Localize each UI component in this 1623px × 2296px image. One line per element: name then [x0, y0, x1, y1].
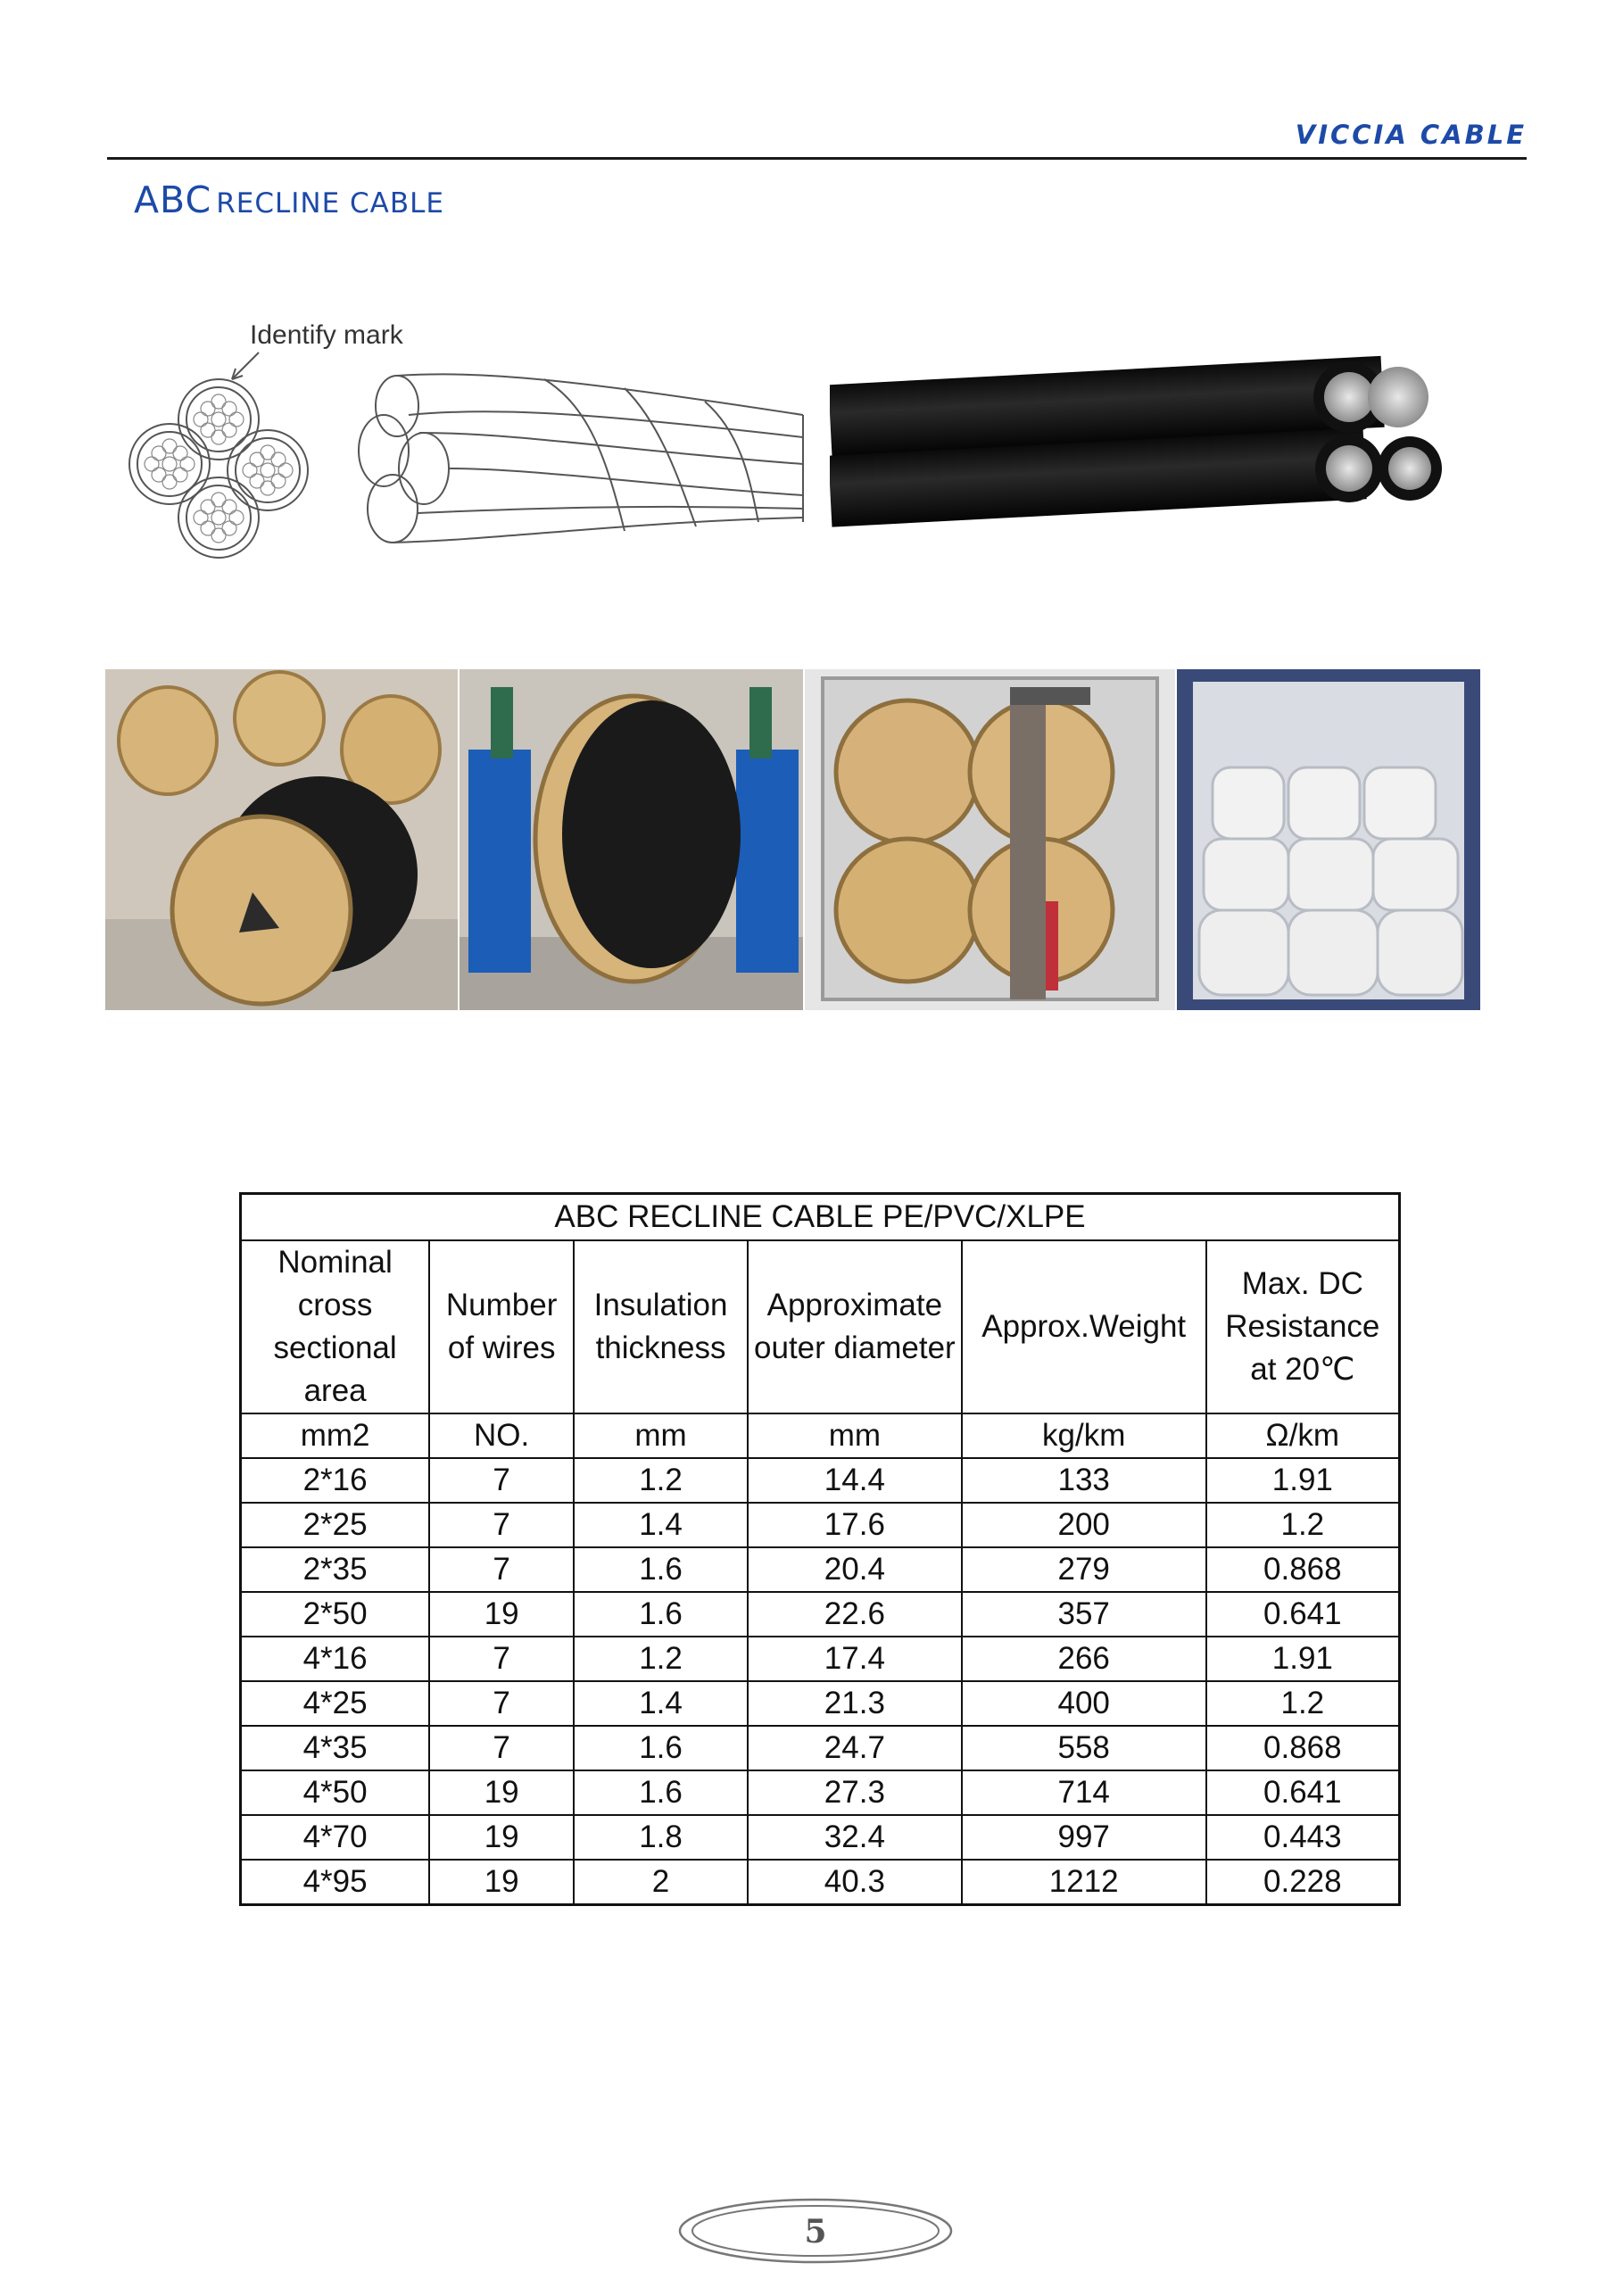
spec-table	[239, 1192, 1401, 1906]
unit-cell: mm2	[241, 1413, 430, 1458]
table-cell: 357	[962, 1592, 1206, 1637]
table-cell: 1.6	[574, 1726, 748, 1770]
page-number: 5	[804, 2213, 827, 2250]
table-cell: 266	[962, 1637, 1206, 1681]
table-cell: 7	[429, 1458, 574, 1503]
table-cell: 1.4	[574, 1503, 748, 1547]
table-cell: 279	[962, 1547, 1206, 1592]
table-cell: 4*35	[241, 1726, 430, 1770]
unit-cell: NO.	[429, 1413, 574, 1458]
table-cell: 21.3	[748, 1681, 962, 1726]
table-caption-row	[241, 1194, 1400, 1241]
page-title	[134, 178, 444, 221]
table-cell: 4*70	[241, 1815, 430, 1860]
table-cell: 400	[962, 1681, 1206, 1726]
col-header-diameter: Approximate outer diameter	[748, 1240, 962, 1413]
header-rule	[107, 157, 1527, 160]
table-cell: 200	[962, 1503, 1206, 1547]
table-cell: 27.3	[748, 1770, 962, 1815]
table-cell: 1.8	[574, 1815, 748, 1860]
table-row	[241, 1547, 1400, 1592]
table-cell: 1.6	[574, 1770, 748, 1815]
table-cell: 4*50	[241, 1770, 430, 1815]
unit-cell: kg/km	[962, 1413, 1206, 1458]
table-cell: 714	[962, 1770, 1206, 1815]
page-number-badge	[675, 2195, 956, 2267]
brand-name: VICCIA CABLE	[1295, 120, 1527, 150]
table-cell: 1212	[962, 1860, 1206, 1905]
table-cell: 1.2	[574, 1458, 748, 1503]
table-cell: 4*16	[241, 1637, 430, 1681]
unit-cell: mm	[574, 1413, 748, 1458]
table-cell: 2*50	[241, 1592, 430, 1637]
table-cell: 7	[429, 1503, 574, 1547]
drums-loaded-in-container-photo	[805, 669, 1175, 1010]
table-cell: 1.91	[1206, 1637, 1400, 1681]
table-cell: 1.4	[574, 1681, 748, 1726]
table-cell: 19	[429, 1592, 574, 1637]
table-cell: 558	[962, 1726, 1206, 1770]
table-cell: 1.6	[574, 1547, 748, 1592]
page-title-sub: RECLINE CABLE	[216, 187, 444, 220]
table-cell: 1.2	[574, 1637, 748, 1681]
table-row	[241, 1592, 1400, 1637]
unit-cell: Ω/km	[1206, 1413, 1400, 1458]
table-cell: 7	[429, 1681, 574, 1726]
table-cell: 19	[429, 1860, 574, 1905]
table-row	[241, 1770, 1400, 1815]
table-cell: 1.2	[1206, 1681, 1400, 1726]
table-cell: 0.868	[1206, 1547, 1400, 1592]
col-header-weight: Approx.Weight	[962, 1240, 1206, 1413]
table-cell: 19	[429, 1815, 574, 1860]
table-cell: 0.641	[1206, 1592, 1400, 1637]
table-cell: 40.3	[748, 1860, 962, 1905]
table-row	[241, 1726, 1400, 1770]
col-header-resistance: Max. DC Resistance at 20℃	[1206, 1240, 1400, 1413]
col-header-insulation: Insulation thickness	[574, 1240, 748, 1413]
table-cell: 14.4	[748, 1458, 962, 1503]
table-cell: 1.91	[1206, 1458, 1400, 1503]
cable-cross-section-drawing	[125, 317, 821, 576]
table-row	[241, 1681, 1400, 1726]
table-cell: 2*35	[241, 1547, 430, 1592]
table-cell: 0.868	[1206, 1726, 1400, 1770]
table-cell: 1.6	[574, 1592, 748, 1637]
col-header-wires: Number of wires	[429, 1240, 574, 1413]
table-cell: 20.4	[748, 1547, 962, 1592]
unit-cell: mm	[748, 1413, 962, 1458]
table-cell: 19	[429, 1770, 574, 1815]
cable-on-drum-machine-photo	[460, 669, 803, 1010]
table-cell: 17.4	[748, 1637, 962, 1681]
table-cell: 7	[429, 1637, 574, 1681]
table-cell: 997	[962, 1815, 1206, 1860]
table-row	[241, 1458, 1400, 1503]
table-cell: 32.4	[748, 1815, 962, 1860]
table-cell: 2	[574, 1860, 748, 1905]
table-cell: 17.6	[748, 1503, 962, 1547]
table-row	[241, 1503, 1400, 1547]
abc-cable-photo	[830, 344, 1454, 535]
table-cell: 24.7	[748, 1726, 962, 1770]
table-cell: 4*25	[241, 1681, 430, 1726]
table-cell: 2*25	[241, 1503, 430, 1547]
table-row	[241, 1815, 1400, 1860]
page-title-main: ABC	[134, 178, 212, 221]
col-header-area: Nominal cross sectional area	[241, 1240, 430, 1413]
table-cell: 1.2	[1206, 1503, 1400, 1547]
table-cell: 133	[962, 1458, 1206, 1503]
white-coils-in-container-photo	[1177, 669, 1480, 1010]
table-row	[241, 1637, 1400, 1681]
table-cell: 4*95	[241, 1860, 430, 1905]
table-cell: 7	[429, 1547, 574, 1592]
table-cell: 0.641	[1206, 1770, 1400, 1815]
units-row	[241, 1413, 1400, 1458]
table-cell: 2*16	[241, 1458, 430, 1503]
wooden-cable-drums-photo	[105, 669, 458, 1010]
table-cell: 0.228	[1206, 1860, 1400, 1905]
table-header-row	[241, 1240, 1400, 1413]
stranded-cable-drawing	[359, 374, 803, 543]
table-cell: 22.6	[748, 1592, 962, 1637]
identify-mark-label: Identify mark	[250, 320, 403, 350]
table-caption: ABC RECLINE CABLE PE/PVC/XLPE	[241, 1194, 1400, 1241]
table-row	[241, 1860, 1400, 1905]
table-cell: 0.443	[1206, 1815, 1400, 1860]
table-cell: 7	[429, 1726, 574, 1770]
